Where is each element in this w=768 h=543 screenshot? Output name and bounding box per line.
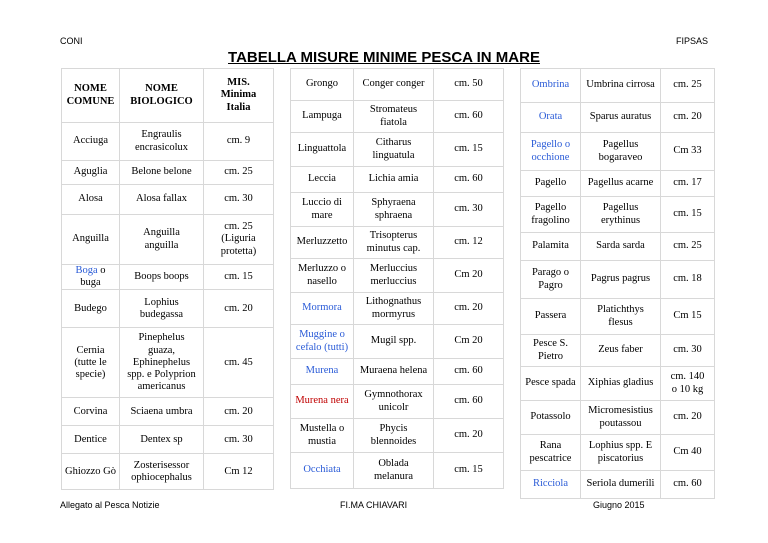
common-name: Pagello fragolino	[521, 197, 581, 233]
common-name: Murena	[291, 359, 354, 385]
min-size: cm. 20	[434, 419, 504, 453]
biological-name: Oblada melanura	[354, 453, 434, 489]
table-row	[62, 454, 274, 490]
min-size: cm. 60	[434, 385, 504, 419]
footer-right: Giugno 2015	[593, 500, 645, 510]
table-row	[291, 359, 504, 385]
biological-name: Seriola dumerili	[581, 471, 661, 499]
common-name: Leccia	[291, 167, 354, 193]
biological-name: Boops boops	[120, 265, 204, 290]
table-row	[521, 233, 715, 261]
common-name: Budego	[62, 290, 120, 328]
table-left	[61, 68, 274, 490]
min-size: cm. 30	[204, 426, 274, 454]
biological-name: Pagellus bogaraveo	[581, 133, 661, 171]
biological-name: Mugil spp.	[354, 325, 434, 359]
biological-name: Sparus auratus	[581, 103, 661, 133]
table-row	[291, 259, 504, 293]
header-right: FIPSAS	[675, 36, 708, 46]
min-size: cm. 15	[204, 265, 274, 290]
page-title: TABELLA MISURE MINIME PESCA IN MARE	[228, 49, 540, 66]
table-header-row	[62, 69, 274, 123]
biological-name: Stromateus fiatola	[354, 101, 434, 133]
table-row	[521, 171, 715, 197]
table-row	[521, 401, 715, 435]
common-name: Pesce spada	[521, 367, 581, 401]
common-name: Passera	[521, 299, 581, 335]
table-row	[62, 161, 274, 185]
biological-name: Sphyraena sphraena	[354, 193, 434, 227]
min-size: cm. 20	[434, 293, 504, 325]
table-row	[62, 215, 274, 265]
min-size: Cm 33	[661, 133, 715, 171]
table-row	[62, 123, 274, 161]
table-row	[62, 265, 274, 290]
biological-name: Lophius budegassa	[120, 290, 204, 328]
min-size: cm. 25	[661, 69, 715, 103]
table-row	[521, 367, 715, 401]
biological-name: Anguilla anguilla	[120, 215, 204, 265]
min-size: Cm 15	[661, 299, 715, 335]
table-row	[291, 325, 504, 359]
min-size: Cm 12	[204, 454, 274, 490]
table-row	[521, 69, 715, 103]
header-min-size: MIS. Minima Italia	[204, 69, 274, 123]
biological-name: Micromesistius poutassou	[581, 401, 661, 435]
table-row	[291, 69, 504, 101]
table-row	[62, 426, 274, 454]
common-name: Ombrina	[521, 69, 581, 103]
table-row	[291, 133, 504, 167]
common-name: Occhiata	[291, 453, 354, 489]
min-size: Cm 20	[434, 325, 504, 359]
biological-name: Lophius spp. E piscatorius	[581, 435, 661, 471]
biological-name: Sarda sarda	[581, 233, 661, 261]
common-name: Alosa	[62, 185, 120, 215]
table-row	[291, 227, 504, 259]
min-size: cm. 17	[661, 171, 715, 197]
table-row	[521, 471, 715, 499]
header-biological-name: NOME BIOLOGICO	[120, 69, 204, 123]
table-row	[521, 435, 715, 471]
biological-name: Merluccius merluccius	[354, 259, 434, 293]
min-size: Cm 20	[434, 259, 504, 293]
biological-name: Phycis blennoides	[354, 419, 434, 453]
table-row	[291, 419, 504, 453]
table-row	[521, 197, 715, 233]
table-middle	[290, 68, 504, 489]
table-row	[521, 133, 715, 171]
common-name: Merluzzetto	[291, 227, 354, 259]
table-row	[521, 299, 715, 335]
common-name: Palamita	[521, 233, 581, 261]
common-name: Anguilla	[62, 215, 120, 265]
common-name: Corvina	[62, 398, 120, 426]
common-name: Acciuga	[62, 123, 120, 161]
min-size: cm. 60	[434, 167, 504, 193]
min-size: cm. 60	[434, 101, 504, 133]
min-size: cm. 25	[204, 161, 274, 185]
common-name: Grongo	[291, 69, 354, 101]
table-row	[62, 185, 274, 215]
min-size: cm. 20	[204, 398, 274, 426]
common-name: Rana pescatrice	[521, 435, 581, 471]
common-name: Luccio di mare	[291, 193, 354, 227]
min-size: cm. 20	[204, 290, 274, 328]
min-size: cm. 25	[661, 233, 715, 261]
boga-word: Boga	[75, 265, 98, 276]
min-size: cm. 12	[434, 227, 504, 259]
biological-name: Platichthys flesus	[581, 299, 661, 335]
biological-name: Lichia amia	[354, 167, 434, 193]
common-name: Pesce S. Pietro	[521, 335, 581, 367]
biological-name: Alosa fallax	[120, 185, 204, 215]
table-right	[520, 68, 715, 499]
common-name: Orata	[521, 103, 581, 133]
min-size: cm. 45	[204, 328, 274, 398]
biological-name: Trisopterus minutus cap.	[354, 227, 434, 259]
table-row	[291, 193, 504, 227]
biological-name: Pagrus pagrus	[581, 261, 661, 299]
min-size: Cm 40	[661, 435, 715, 471]
min-size: cm. 60	[434, 359, 504, 385]
min-size: cm. 15	[434, 453, 504, 489]
min-size: cm. 9	[204, 123, 274, 161]
common-name: Mustella o mustia	[291, 419, 354, 453]
common-name: Parago o Pagro	[521, 261, 581, 299]
common-name: Cernia (tutte le specie)	[62, 328, 120, 398]
biological-name: Dentex sp	[120, 426, 204, 454]
min-size: cm. 30	[661, 335, 715, 367]
footer-left: Allegato al Pesca Notizie	[60, 500, 160, 510]
biological-name: Xiphias gladius	[581, 367, 661, 401]
common-name: Merluzzo o nasello	[291, 259, 354, 293]
min-size: cm. 20	[661, 401, 715, 435]
common-name: Linguattola	[291, 133, 354, 167]
table-row	[291, 293, 504, 325]
table-row	[521, 335, 715, 367]
min-size: cm. 15	[434, 133, 504, 167]
common-name: Muggine o cefalo (tutti)	[291, 325, 354, 359]
biological-name: Zosterisessor ophiocephalus	[120, 454, 204, 490]
biological-name: Engraulis encrasicolux	[120, 123, 204, 161]
table-row	[291, 385, 504, 419]
biological-name: Belone belone	[120, 161, 204, 185]
common-name: Lampuga	[291, 101, 354, 133]
min-size: cm. 50	[434, 69, 504, 101]
table-row	[62, 398, 274, 426]
biological-name: Conger conger	[354, 69, 434, 101]
biological-name: Muraena helena	[354, 359, 434, 385]
common-name: Murena nera	[291, 385, 354, 419]
common-name-boga: Boga o buga	[62, 265, 120, 290]
table-row	[291, 167, 504, 193]
min-size: cm. 140 o 10 kg	[661, 367, 715, 401]
table-row	[291, 453, 504, 489]
common-name: Aguglia	[62, 161, 120, 185]
common-name: Ricciola	[521, 471, 581, 499]
common-name: Pagello o occhione	[521, 133, 581, 171]
biological-name: Umbrina cirrosa	[581, 69, 661, 103]
biological-name: Sciaena umbra	[120, 398, 204, 426]
biological-name: Pagellus erythinus	[581, 197, 661, 233]
biological-name: Pagellus acarne	[581, 171, 661, 197]
common-name: Pagello	[521, 171, 581, 197]
table-row	[62, 328, 274, 398]
min-size: cm. 18	[661, 261, 715, 299]
table-row	[521, 261, 715, 299]
min-size: cm. 25 (Liguria protetta)	[204, 215, 274, 265]
biological-name: Pinephelus guaza, Ephinephelus spp. e Polyprion americanus	[120, 328, 204, 398]
min-size: cm. 30	[204, 185, 274, 215]
biological-name: Lithognathus mormyrus	[354, 293, 434, 325]
table-row	[62, 290, 274, 328]
min-size: cm. 60	[661, 471, 715, 499]
common-name: Potassolo	[521, 401, 581, 435]
biological-name: Citharus linguatula	[354, 133, 434, 167]
common-name: Dentice	[62, 426, 120, 454]
header-common-name: NOME COMUNE	[62, 69, 120, 123]
min-size: cm. 30	[434, 193, 504, 227]
footer-center: FI.MA CHIAVARI	[340, 500, 408, 510]
header-left: CONI	[60, 36, 83, 46]
biological-name: Zeus faber	[581, 335, 661, 367]
common-name: Mormora	[291, 293, 354, 325]
biological-name: Gymnothorax unicolr	[354, 385, 434, 419]
min-size: cm. 20	[661, 103, 715, 133]
table-row	[291, 101, 504, 133]
table-row	[521, 103, 715, 133]
min-size: cm. 15	[661, 197, 715, 233]
common-name: Ghiozzo Gò	[62, 454, 120, 490]
